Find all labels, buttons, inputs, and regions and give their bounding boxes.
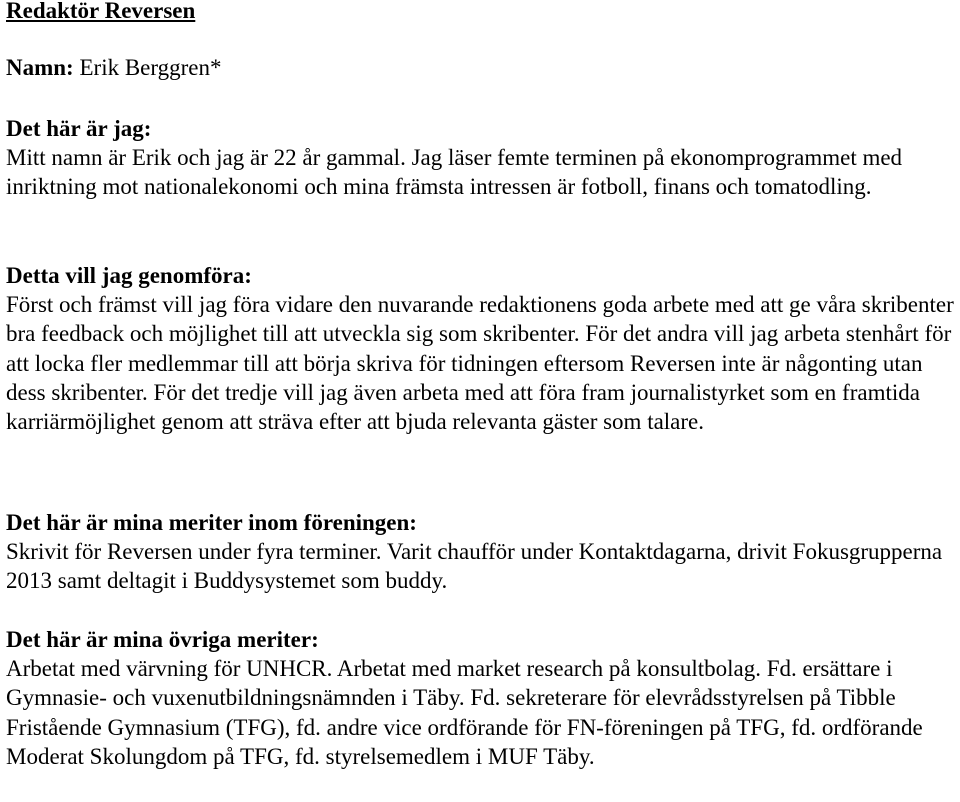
section-other-merits (6, 625, 960, 771)
section-about-me (6, 114, 960, 202)
section-body: Arbetat med värvning för UNHCR. Arbetat med market research på konsultbolag. Fd. ersättare i Gymnasie- och vuxenutbildningsnämnden i Täby. Fd. sekreterare för elevrådsstyrelsen på Tibble Fristående Gymnasium (TFG), fd. andre vice ordförande för FN-föreningen på TFG, fd. ordförande Moderat Skolungdom på TFG, fd. styrelsemedlem i MUF Täby. (6, 656, 923, 769)
section-heading: Detta vill jag genomföra: (6, 263, 252, 288)
section-heading: Det här är mina övriga meriter: (6, 627, 319, 652)
name-line (6, 54, 222, 82)
section-association-merits (6, 508, 960, 596)
section-body: Skrivit för Reversen under fyra terminer. Varit chaufför under Kontaktdagarna, drivit Fokusgrupperna 2013 samt deltagit i Buddysystemet som buddy. (6, 539, 943, 594)
section-body: Först och främst vill jag föra vidare den nuvarande redaktionens goda arbete med att ge våra skribenter bra feedback och möjlighet till att utveckla sig som skribenter. För det andra vill jag arbeta stenhårt för att locka fler medlemmar till att börja skriva för tidningen eftersom Reversen inte är någonting utan dess skribenter. För det tredje vill jag även arbeta med att föra fram journalistyrket som en framtida karriärmöjlighet genom att sträva efter att bjuda relevanta gäster som talare. (6, 292, 954, 435)
section-heading: Det här är mina meriter inom föreningen: (6, 510, 417, 535)
section-heading: Det här är jag: (6, 116, 152, 141)
section-body: Mitt namn är Erik och jag är 22 år gammal. Jag läser femte terminen på ekonomprogrammet med inriktning mot nationalekonomi och mina främsta intressen är fotboll, finans och tomatodling. (6, 145, 903, 200)
document-title: Redaktör Reversen (6, 0, 196, 23)
section-goals (6, 261, 960, 436)
name-label: Namn: (6, 55, 74, 80)
name-value: Erik Berggren* (79, 55, 222, 80)
